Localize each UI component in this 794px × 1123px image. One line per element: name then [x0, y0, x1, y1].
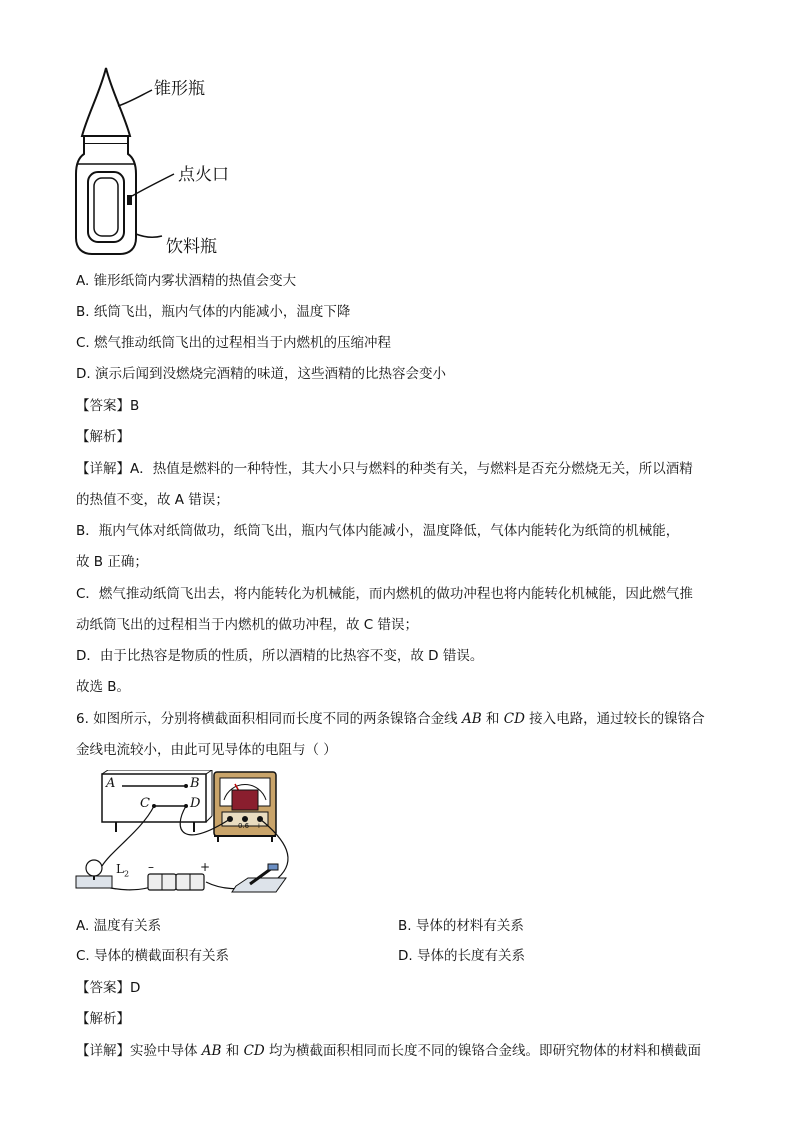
bottle-figure [70, 62, 270, 262]
q5-detail-line-2: 的热值不变，故 A 错误； [76, 492, 229, 508]
q6-analysis-title: 【解析】 [76, 1011, 130, 1027]
terminal-b-label: B [190, 776, 200, 791]
terminal-c-label: C [140, 796, 150, 811]
conductor-cd: CD [503, 711, 525, 727]
q6-stem-line-1: 6. 如图所示，分别将横截面积相同而长度不同的两条镍铬合金线 AB 和 CD 接入电路，通过较长的镍铬合 [76, 711, 705, 727]
battery-plus-label: + [200, 860, 211, 874]
q5-option-a: A. 锥形纸筒内雾状酒精的热值会变大 [76, 273, 297, 289]
q6-option-b: B. 导体的材料有关系 [398, 918, 524, 934]
q5-detail-line-6: 动纸筒飞出的过程相当于内燃机的做功冲程，故 C 错误； [76, 617, 419, 633]
q6-option-c: C. 导体的横截面积有关系 [76, 948, 230, 964]
q5-detail-line-4: 故 B 正确； [76, 554, 148, 570]
label-cone-flask: 锥形瓶 [154, 79, 205, 99]
q6-option-d: D. 导体的长度有关系 [398, 948, 525, 964]
q6-stem-line-2: 金线电流较小，由此可见导体的电阻与（ ） [76, 742, 337, 758]
conductor-ab: AB [461, 711, 482, 727]
q5-analysis-title: 【解析】 [76, 429, 130, 445]
q5-option-d: D. 演示后闻到没燃烧完酒精的味道，这些酒精的比热容会变小 [76, 366, 446, 382]
ammeter-plus-label: + [256, 822, 262, 830]
lamp-label: $L_2$ [116, 862, 130, 879]
q6-answer: 【答案】D [76, 980, 141, 996]
terminal-d-label: D [190, 796, 201, 811]
q5-detail-line-7: D．由于比热容是物质的性质，所以酒精的比热容不变，故 D 错误。 [76, 648, 484, 664]
ammeter-06-label: 0.6 [238, 822, 250, 830]
q5-option-b: B. 纸筒飞出，瓶内气体的内能减小，温度下降 [76, 304, 351, 320]
q5-answer: 【答案】B [76, 398, 140, 414]
circuit-figure [72, 770, 302, 900]
ammeter-minus-label: – [226, 822, 230, 830]
q6-detail-line-1: 【详解】实验中导体 AB 和 CD 均为横截面积相同而长度不同的镍铬合金线。即研究物体的材料和横截面 [76, 1043, 702, 1059]
label-drink-bottle: 饮料瓶 [166, 237, 217, 257]
q5-detail-line-8: 故选 B。 [76, 679, 131, 695]
battery-minus-label: – [148, 860, 154, 874]
label-ignition-port: 点火口 [178, 165, 229, 185]
q5-option-c: C. 燃气推动纸筒飞出的过程相当于内燃机的压缩冲程 [76, 335, 392, 351]
q6-option-a: A. 温度有关系 [76, 918, 162, 934]
q5-detail-line-1: 【详解】A．热值是燃料的一种特性，其大小只与燃料的种类有关，与燃料是否充分燃烧无关，所以酒精 [76, 461, 693, 477]
q5-detail-line-5: C．燃气推动纸筒飞出去，将内能转化为机械能，而内燃机的做功冲程也将内能转化机械能，因此燃气推 [76, 586, 693, 602]
terminal-a-label: A [106, 776, 116, 791]
q5-detail-line-3: B．瓶内气体对纸筒做功，纸筒飞出，瓶内气体内能减小，温度降低，气体内能转化为纸筒的机械能， [76, 523, 680, 539]
